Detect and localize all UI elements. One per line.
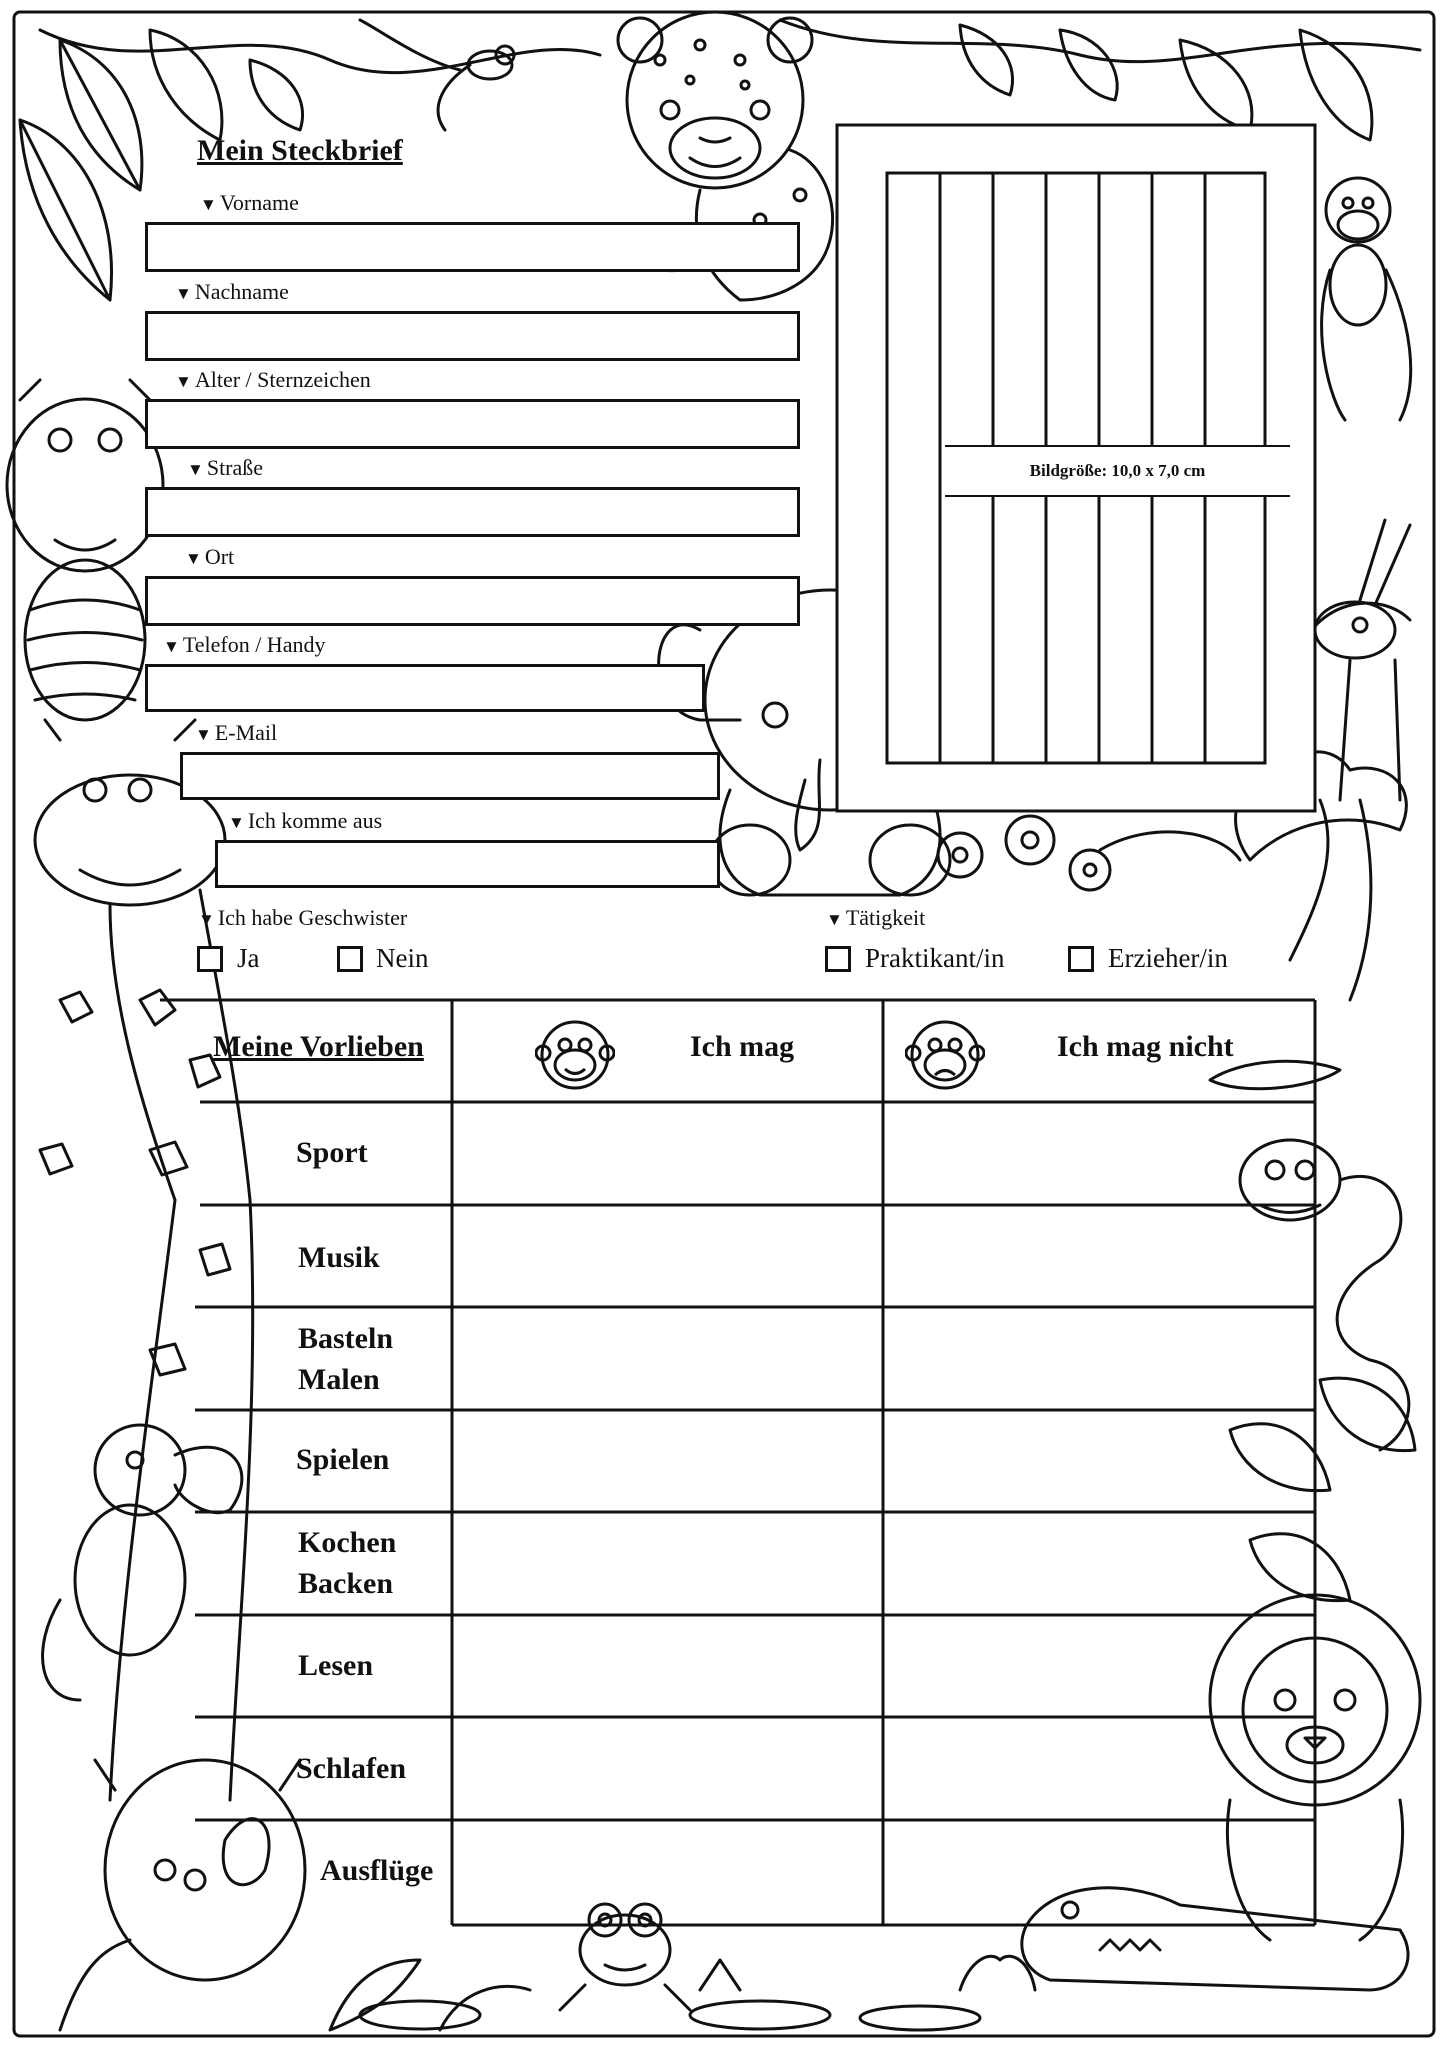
- label-alter-sternzeichen: ▼ Alter / Sternzeichen: [175, 367, 371, 392]
- label-nachname: ▼ Nachname: [175, 279, 289, 304]
- praktikant-label: Praktikant/in: [865, 943, 1005, 973]
- ausfluege-dislike-cell[interactable]: [886, 1823, 1313, 1923]
- musik-dislike-cell[interactable]: [886, 1208, 1313, 1306]
- activity-label: ▼ Tätigkeit: [826, 905, 926, 930]
- triangle-down-icon: ▼: [195, 725, 212, 744]
- label-telefon-handy: ▼ Telefon / Handy: [163, 632, 326, 657]
- triangle-down-icon: ▼: [228, 813, 245, 832]
- triangle-down-icon: ▼: [185, 549, 202, 568]
- musik-like-cell[interactable]: [455, 1208, 881, 1306]
- ich-mag-nicht-header: Ich mag nicht: [1057, 1030, 1234, 1063]
- sad-monkey-icon: [905, 1013, 985, 1093]
- lesen-like-cell[interactable]: [455, 1618, 881, 1716]
- triangle-down-icon: ▼: [826, 910, 843, 929]
- category-spielen: Spielen: [296, 1443, 390, 1476]
- category-musik: Musik: [298, 1241, 380, 1274]
- basteln-dislike-cell[interactable]: [886, 1310, 1313, 1408]
- lesen-dislike-cell[interactable]: [886, 1618, 1313, 1716]
- category-kochen-backen: Kochen Backen: [298, 1526, 397, 1600]
- photo-size-caption: Bildgröße: 10,0 x 7,0 cm: [945, 445, 1290, 497]
- siblings-label: ▼ Ich habe Geschwister: [198, 905, 408, 930]
- triangle-down-icon: ▼: [175, 372, 192, 391]
- triangle-down-icon: ▼: [187, 460, 204, 479]
- label-vorname: ▼ Vorname: [200, 190, 299, 215]
- category-basteln-malen: Basteln Malen: [298, 1322, 394, 1396]
- label-ort: ▼ Ort: [185, 544, 235, 569]
- triangle-down-icon: ▼: [200, 195, 217, 214]
- category-lesen: Lesen: [298, 1649, 373, 1682]
- spielen-dislike-cell[interactable]: [886, 1413, 1313, 1511]
- kochen-dislike-cell[interactable]: [886, 1515, 1313, 1613]
- triangle-down-icon: ▼: [163, 637, 180, 656]
- ja-label: Ja: [237, 943, 260, 973]
- category-sport: Sport: [296, 1136, 368, 1169]
- kochen-like-cell[interactable]: [455, 1515, 881, 1613]
- basteln-like-cell[interactable]: [455, 1310, 881, 1408]
- nein-label: Nein: [376, 943, 429, 973]
- preferences-header: Meine Vorlieben: [213, 1030, 424, 1063]
- ausfluege-like-cell[interactable]: [455, 1823, 881, 1923]
- label-strasse: ▼ Straße: [187, 455, 264, 480]
- sport-like-cell[interactable]: [455, 1105, 881, 1203]
- ich-mag-header: Ich mag: [690, 1030, 795, 1063]
- label-email: ▼ E-Mail: [195, 720, 278, 745]
- category-ausfluege: Ausflüge: [320, 1854, 434, 1887]
- sport-dislike-cell[interactable]: [886, 1105, 1313, 1203]
- schlafen-like-cell[interactable]: [455, 1720, 881, 1818]
- spielen-like-cell[interactable]: [455, 1413, 881, 1511]
- category-schlafen: Schlafen: [296, 1752, 407, 1785]
- page-title: Mein Steckbrief: [197, 134, 403, 167]
- happy-monkey-icon: [535, 1013, 615, 1093]
- triangle-down-icon: ▼: [175, 284, 192, 303]
- label-ich-komme-aus: ▼ Ich komme aus: [228, 808, 383, 833]
- triangle-down-icon: ▼: [198, 910, 215, 929]
- erzieher-label: Erzieher/in: [1108, 943, 1228, 973]
- schlafen-dislike-cell[interactable]: [886, 1720, 1313, 1818]
